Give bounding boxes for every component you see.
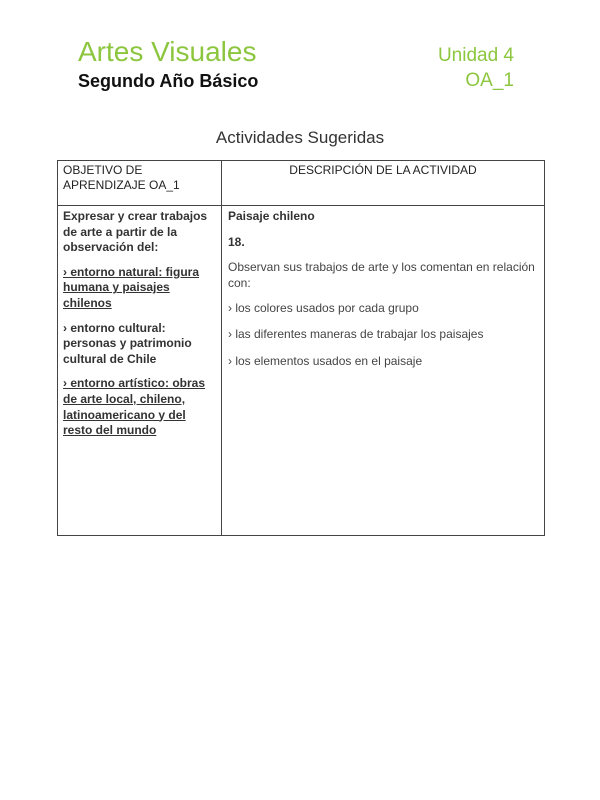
objective-column-header: OBJETIVO DE APRENDIZAJE OA_1 xyxy=(58,161,222,206)
table-row xyxy=(58,206,545,536)
list-item: › las diferentes maneras de trabajar los paisajes xyxy=(228,327,484,342)
activity-table xyxy=(57,160,545,536)
description-column-header: DESCRIPCIÓN DE LA ACTIVIDAD xyxy=(222,161,545,206)
objective-intro: Expresar y crear trabajos de arte a partir de la observación del: xyxy=(63,209,208,255)
objective-item-natural[interactable]: › entorno natural: figura humana y paisajes chilenos xyxy=(63,264,199,310)
table-header-row xyxy=(58,161,545,206)
activity-description: Observan sus trabajos de arte y los comentan en relación con: xyxy=(228,260,535,290)
activity-number: 18. xyxy=(228,234,245,249)
activity-title: Paisaje chileno xyxy=(228,209,315,223)
activity-cell xyxy=(222,206,545,536)
subject-title: Artes Visuales xyxy=(78,36,257,67)
activity-bullet-list xyxy=(228,301,539,369)
grade-label: Segundo Año Básico xyxy=(78,71,259,91)
list-item: › los elementos usados en el paisaje xyxy=(228,353,423,368)
objective-cell xyxy=(58,206,222,536)
unit-label: Unidad 4 xyxy=(437,45,514,66)
objective-item-cultural: › entorno cultural: personas y patrimonio cultural de Chile xyxy=(63,320,192,366)
oa-label: OA_1 xyxy=(465,70,514,91)
section-title: Actividades Sugeridas xyxy=(215,128,385,147)
objective-item-artistic[interactable]: › entorno artístico: obras de arte local, chileno, latinoamericano y del resto del mundo xyxy=(63,376,206,438)
list-item: › los colores usados por cada grupo xyxy=(228,301,419,316)
page-header xyxy=(78,36,514,96)
